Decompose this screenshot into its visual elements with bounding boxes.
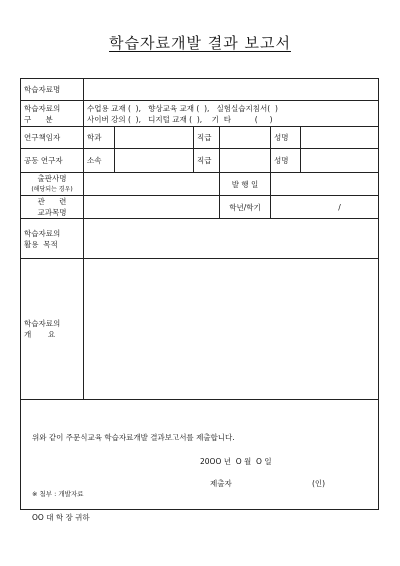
document-title: 학습자료개발 결과 보고서 (109, 34, 291, 52)
type-options-line-2: 사이버 강의 ( ), 디지털 교재 ( ), 기 타 ( ) (87, 114, 273, 124)
label-department: 학과 (84, 127, 115, 149)
row-co-researcher (21, 149, 379, 173)
row-purpose (21, 219, 379, 259)
submission-date: 20OO 년 O 월 O 일 (200, 457, 272, 466)
closing-statement: 위와 같이 주문식교육 학습자료개발 결과보고서를 제출합니다. (32, 433, 235, 442)
seal-mark: (인) (312, 479, 326, 488)
row-course (21, 196, 379, 219)
label-position: 직급 (194, 127, 220, 149)
attachment-note: ※ 첨부 : 개발자료 (32, 490, 84, 498)
field-publisher[interactable] (84, 173, 220, 196)
label-publisher: 출판사명 (해당되는 경우) (21, 173, 84, 196)
row-publisher (21, 173, 379, 196)
field-purpose[interactable] (84, 219, 379, 259)
label-co-position: 직급 (194, 149, 220, 173)
field-co-position[interactable] (220, 149, 271, 173)
field-summary[interactable] (84, 259, 379, 400)
label-material-name: 학습자료명 (21, 79, 84, 101)
field-grade-semester[interactable]: / (271, 196, 379, 219)
label-summary: 학습자료의 개 요 (21, 259, 84, 400)
label-name: 성명 (271, 127, 301, 149)
recipient-line: OO 대 학 장 귀하 (32, 513, 90, 522)
row-material-type (21, 101, 379, 127)
label-co-researcher: 공동 연구자 (21, 149, 84, 173)
submitter-label: 제출자 (210, 479, 232, 488)
label-affiliation: 소속 (84, 149, 115, 173)
row-summary (21, 259, 379, 400)
label-lead-researcher: 연구책임자 (21, 127, 84, 149)
field-material-name[interactable] (84, 79, 379, 101)
field-position[interactable] (220, 127, 271, 149)
field-name[interactable] (301, 127, 379, 149)
field-co-name[interactable] (301, 149, 379, 173)
field-material-type[interactable] (84, 101, 379, 127)
row-lead-researcher (21, 127, 379, 149)
field-affiliation[interactable] (115, 149, 194, 173)
label-material-type: 학습자료의 구 분 (21, 101, 84, 127)
type-options-line-1: 수업용 교재 ( ), 향상교육 교재 ( ), 실험실습지침서( ) (87, 103, 278, 113)
label-co-name: 성명 (271, 149, 301, 173)
field-pub-date[interactable] (271, 173, 379, 196)
report-form-table (20, 78, 379, 510)
label-pub-date: 발 행 일 (220, 173, 271, 196)
label-purpose: 학습자료의 활용 목적 (21, 219, 84, 259)
row-material-name (21, 79, 379, 101)
label-course: 관 련 교과목명 (21, 196, 84, 219)
label-grade-semester: 학년/학기 (220, 196, 271, 219)
field-department[interactable] (115, 127, 194, 149)
field-course[interactable] (84, 196, 220, 219)
